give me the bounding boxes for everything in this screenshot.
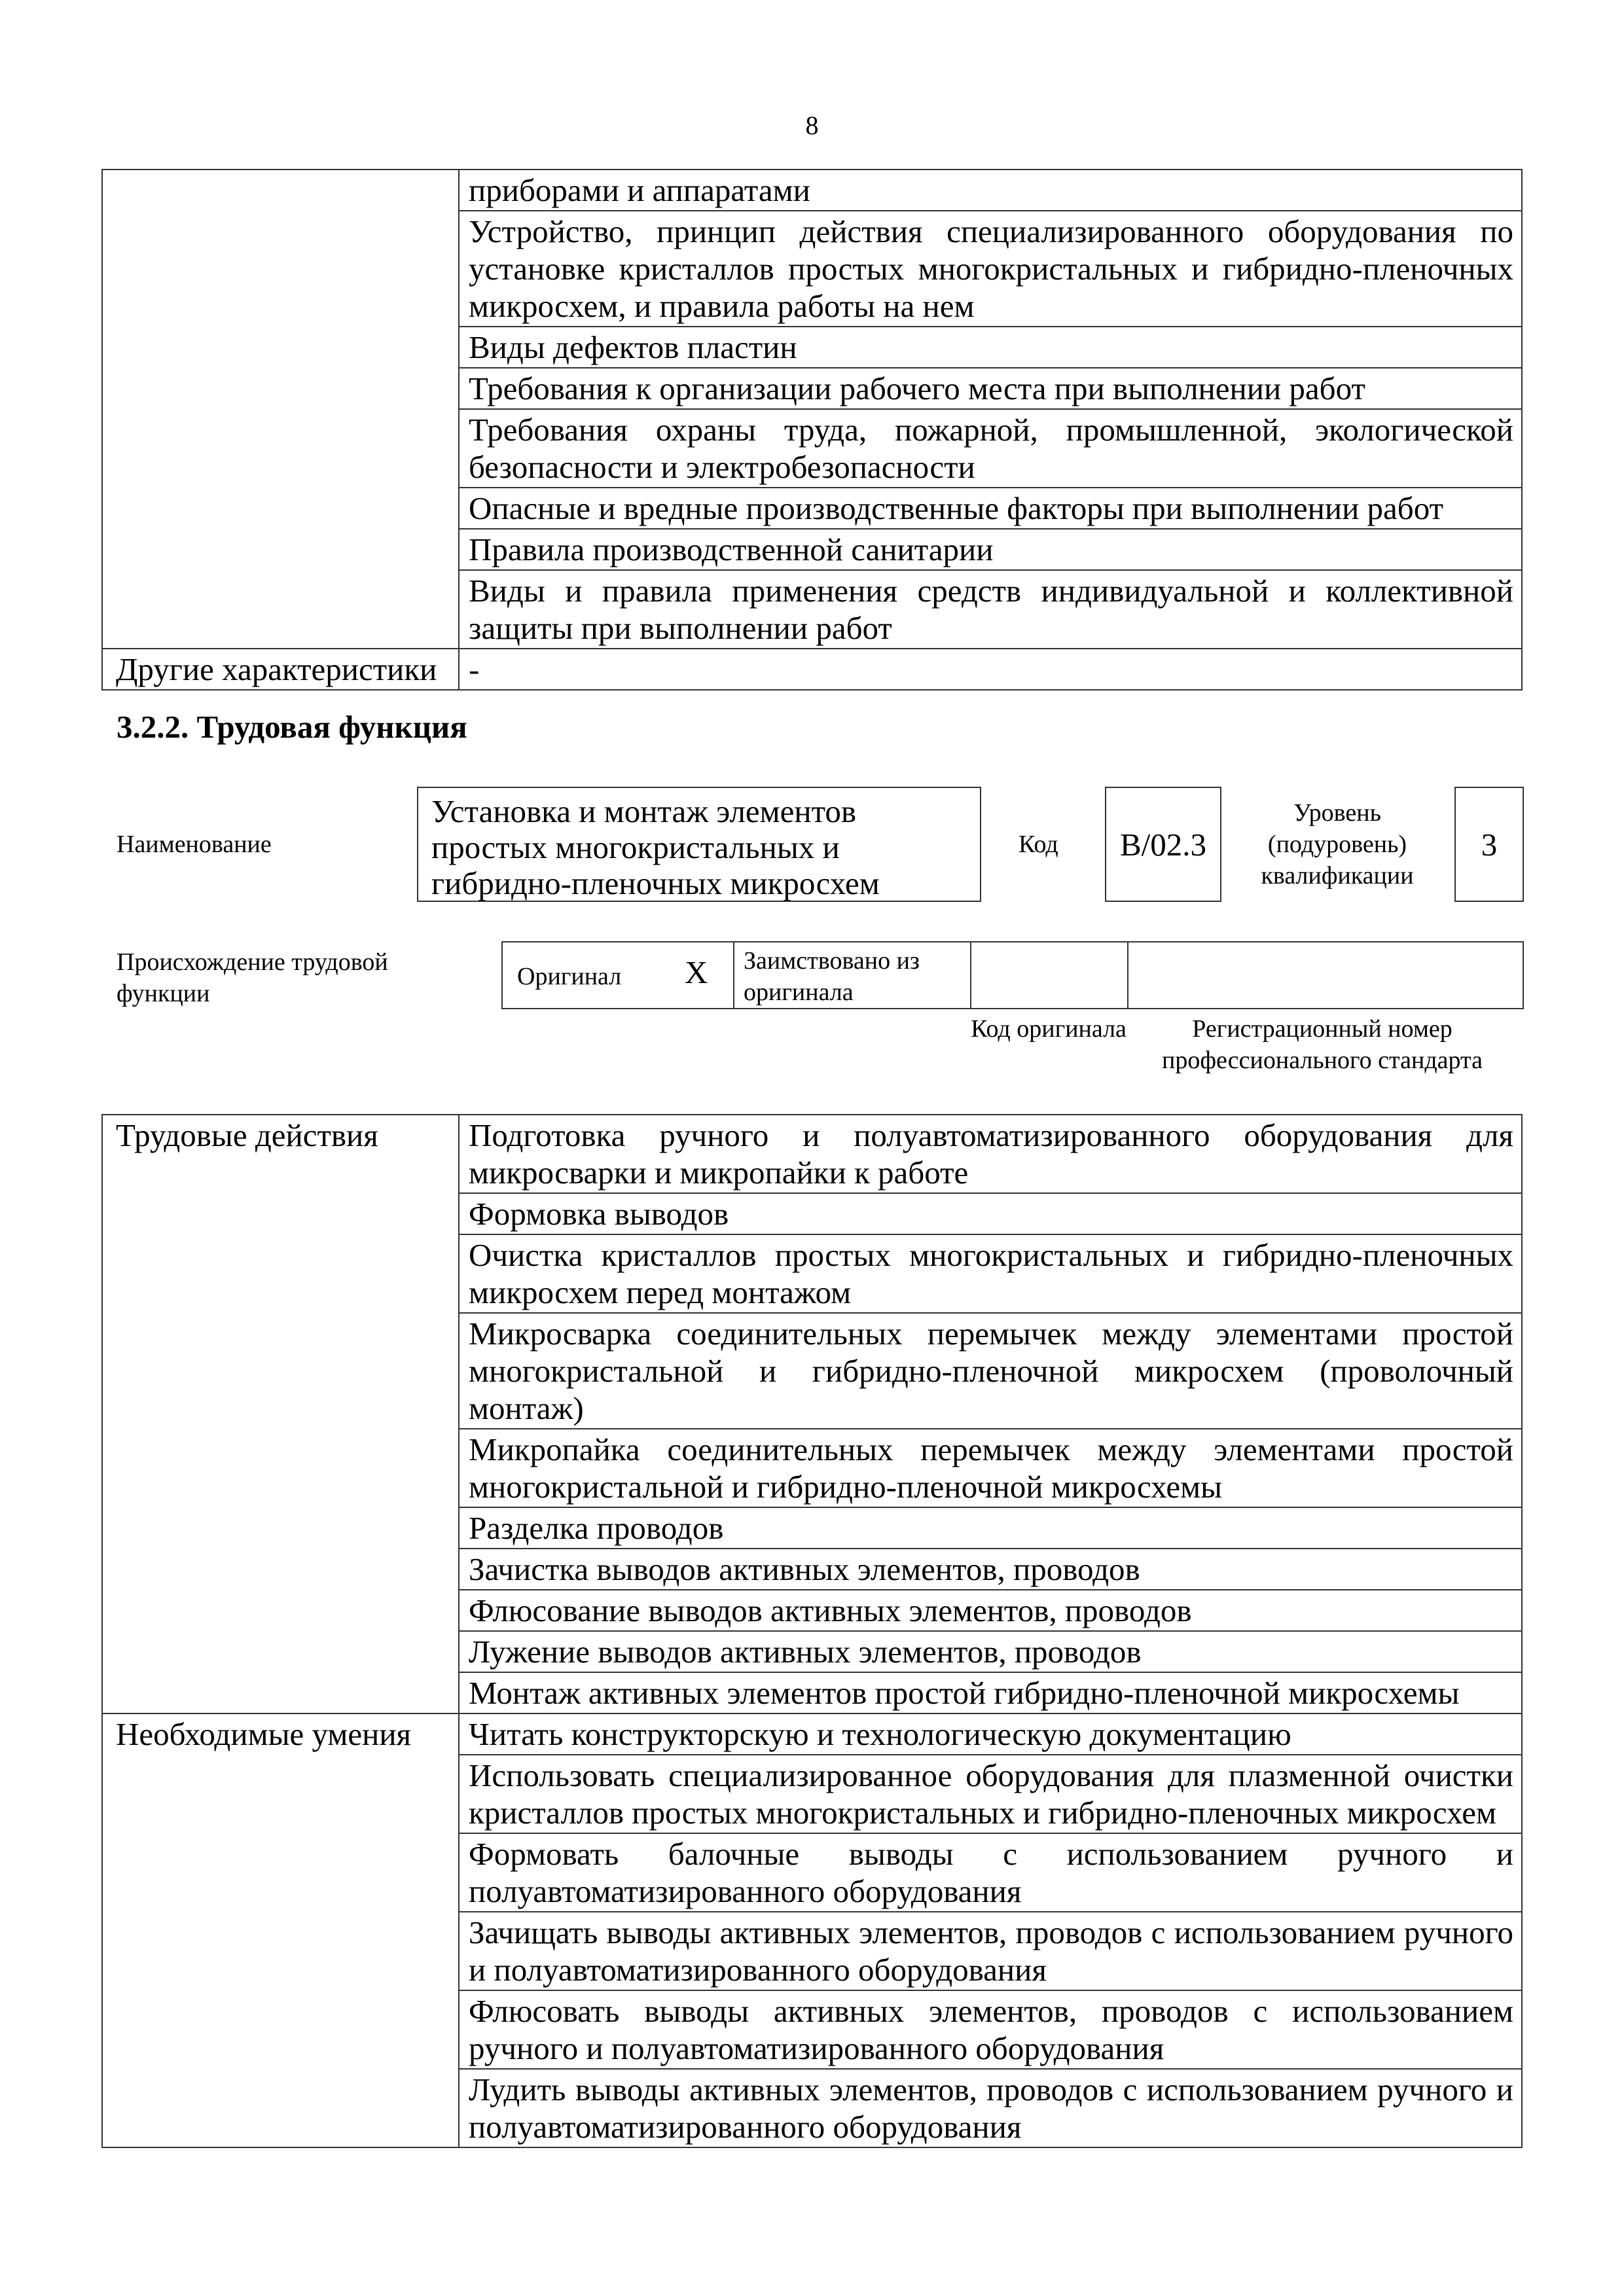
labor-action-item: Флюсование выводов активных элементов, проводов	[459, 1590, 1522, 1631]
other-characteristics-label: Другие характеристики	[102, 649, 459, 690]
skill-item: Зачищать выводы активных элементов, проводов с использованием ручного и полуавтоматизированного оборудования	[459, 1912, 1522, 1990]
table-row	[102, 649, 1522, 690]
labor-action-item: Монтаж активных элементов простой гибридно-пленочной микросхемы	[459, 1672, 1522, 1713]
knowledge-item: Виды дефектов пластин	[459, 327, 1522, 368]
function-name-box	[417, 787, 981, 902]
level-value: 3	[1481, 826, 1498, 863]
labor-action-item: Подготовка ручного и полуавтоматизированного оборудования для микросварки и микропайки к работе	[459, 1115, 1522, 1193]
labor-action-item: Очистка кристаллов простых многокристальных и гибридно-пленочных микросхем перед монтажом	[459, 1234, 1522, 1313]
original-label: Оригинал	[517, 963, 622, 990]
code-original-caption: Код оригинала	[971, 1015, 1127, 1043]
section-heading: 3.2.2. Трудовая функция	[117, 709, 467, 745]
table-row	[102, 170, 1522, 211]
skill-item: Читать конструкторскую и технологическую документацию	[459, 1713, 1522, 1755]
borrowed-label: Заимствовано из оригинала	[744, 947, 920, 1006]
page-number: 8	[805, 111, 819, 140]
table-row	[102, 1713, 1522, 1755]
labor-action-item: Микросварка соединительных перемычек между элементами простой многокристальной и гибридно-пленочной микросхем (проволочный монтаж)	[459, 1313, 1522, 1429]
labor-action-item: Зачистка выводов активных элементов, проводов	[459, 1549, 1522, 1590]
skill-item: Лудить выводы активных элементов, проводов с использованием ручного и полуавтоматизированного оборудования	[459, 2069, 1522, 2147]
original-mark: X	[685, 954, 708, 990]
skill-item: Флюсовать выводы активных элементов, проводов с использованием ручного и полуавтоматизированного оборудования	[459, 1990, 1522, 2069]
skill-item: Формовать балочные выводы с использованием ручного и полуавтоматизированного оборудования	[459, 1833, 1522, 1912]
labor-action-item: Микропайка соединительных перемычек между элементами простой многокристальной и гибридно-пленочной микросхемы	[459, 1429, 1522, 1507]
original-code-cell	[971, 942, 1128, 1008]
labor-action-item: Формовка выводов	[459, 1193, 1522, 1234]
table-row	[102, 1115, 1522, 1193]
knowledge-item: Правила производственной санитарии	[459, 529, 1522, 570]
knowledge-item: Требования охраны труда, пожарной, промышленной, экологической безопасности и электробезопасности	[459, 409, 1522, 488]
code-label: Код	[1019, 831, 1058, 858]
reg-number-caption: Регистрационный номер профессионального стандарта	[1162, 1015, 1483, 1074]
code-value: B/02.3	[1119, 826, 1207, 863]
reg-number-cell	[1128, 942, 1523, 1008]
code-box	[1105, 787, 1221, 902]
origin-row	[501, 941, 1524, 1009]
labor-actions-table	[101, 1114, 1523, 2148]
knowledge-item: Опасные и вредные производственные факторы при выполнении работ	[459, 488, 1522, 529]
row-label	[102, 170, 459, 649]
labor-action-item: Разделка проводов	[459, 1507, 1522, 1549]
labor-action-item: Лужение выводов активных элементов, проводов	[459, 1631, 1522, 1672]
function-name-value: Установка и монтаж элементов простых многокристальных и гибридно-пленочных микросхем	[431, 793, 880, 901]
knowledge-item: Устройство, принцип действия специализированного оборудования по установке кристаллов простых многокристальных и гибридно-пленочных микросхем, и правила работы на нем	[459, 211, 1522, 327]
knowledge-item: приборами и аппаратами	[459, 170, 1522, 211]
other-characteristics-value: -	[459, 649, 1522, 690]
skills-label: Необходимые умения	[102, 1713, 459, 2147]
level-box	[1454, 787, 1524, 902]
level-label: Уровень (подуровень) квалификации	[1261, 799, 1414, 889]
origin-label: Происхождение трудовой функции	[117, 948, 388, 1007]
borrowed-cell	[734, 942, 971, 1008]
labor-actions-label: Трудовые действия	[102, 1115, 459, 1713]
knowledge-item: Требования к организации рабочего места при выполнении работ	[459, 368, 1522, 409]
knowledge-table	[101, 169, 1523, 691]
name-label: Наименование	[117, 831, 272, 858]
skill-item: Использовать специализированное оборудования для плазменной очистки кристаллов простых многокристальных и гибридно-пленочных микросхем	[459, 1755, 1522, 1833]
knowledge-item: Виды и правила применения средств индивидуальной и коллективной защиты при выполнении работ	[459, 570, 1522, 649]
original-cell	[503, 942, 734, 1008]
